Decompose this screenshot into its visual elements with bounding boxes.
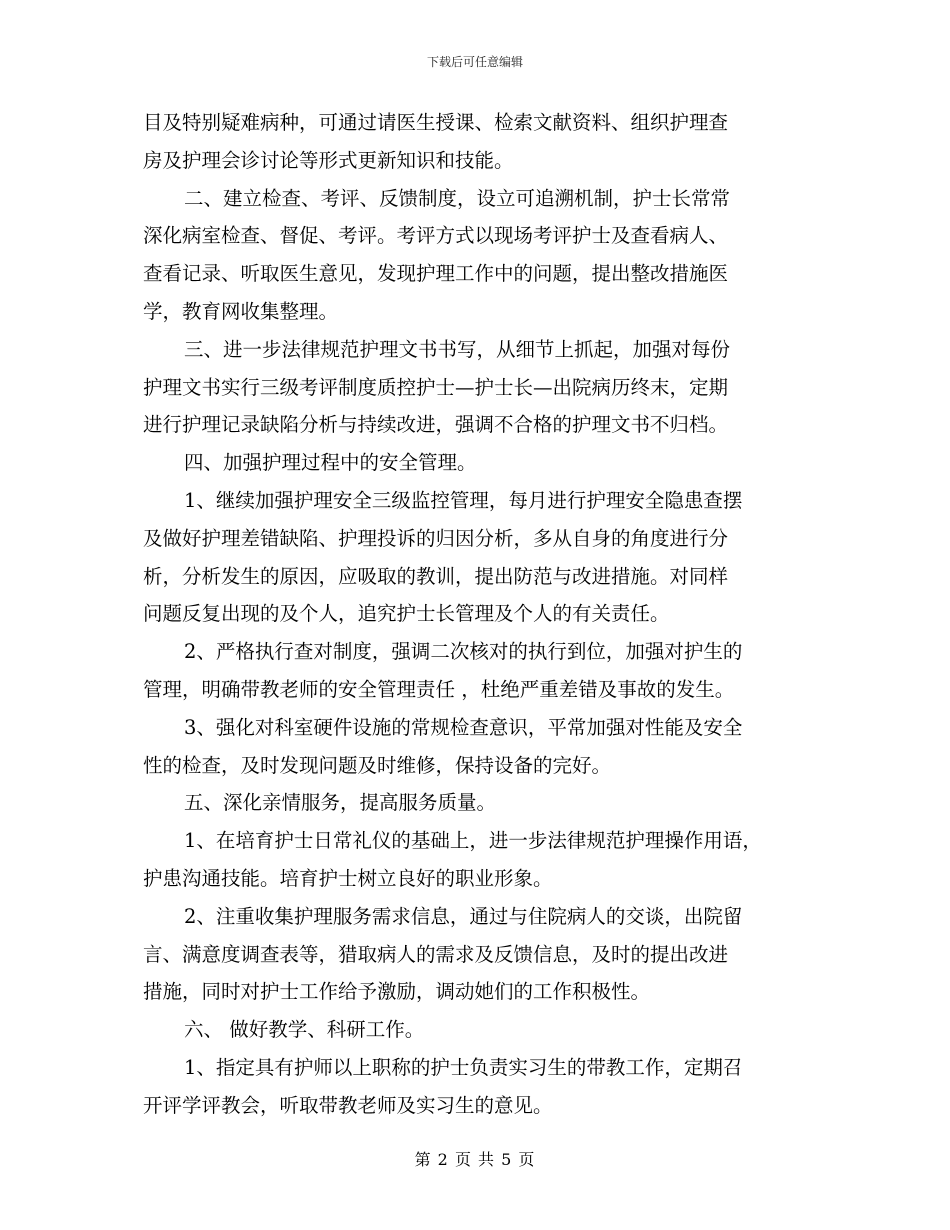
text-line: 深化病室检查、督促、考评。考评方式以现场考评护士及查看病人、 xyxy=(143,224,729,248)
page-footer: 第 2 页 共 5 页 xyxy=(414,1150,536,1169)
text-line: 目及特别疑难病种，可通过请医生授课、检索文献资料、组织护理查 xyxy=(143,111,729,134)
text-line: 1、指定具有护师以上职称的护士负责实习生的带教工作，定期召 xyxy=(184,1055,743,1079)
text-line: 二、建立检查、考评、反馈制度，设立可追溯机制，护士长常常 xyxy=(184,186,731,210)
text-line: 2、注重收集护理服务需求信息，通过与住院病人的交谈，出院留 xyxy=(184,904,743,928)
text-line: 六、 做好教学、科研工作。 xyxy=(184,1018,425,1042)
page-header: 下载后可任意编辑 xyxy=(426,55,523,69)
text-line: 问题反复出现的及个人，追究护士长管理及个人的有关责任。 xyxy=(143,602,670,626)
text-line: 房及护理会诊讨论等形式更新知识和技能。 xyxy=(143,148,514,172)
text-line: 三、进一步法律规范护理文书书写，从细节上抓起，加强对每份 xyxy=(184,337,731,361)
text-line: 析，分析发生的原因，应吸取的教训，提出防范与改进措施。对同样 xyxy=(143,564,729,588)
document-body xyxy=(143,104,811,1125)
text-line: 1、在培育护士日常礼仪的基础上，进一步法律规范护理操作用语， xyxy=(184,829,762,853)
text-line: 五、深化亲情服务，提高服务质量。 xyxy=(184,791,497,815)
text-line: 言、满意度调查表等，猎取病人的需求及反馈信息，及时的提出改进 xyxy=(143,942,729,966)
text-line: 查看记录、听取医生意见，发现护理工作中的问题，提出整改措施医 xyxy=(143,262,729,286)
text-line: 护理文书实行三级考评制度质控护士—护士长—出院病历终末，定期 xyxy=(143,375,729,399)
text-line: 管理，明确带教老师的安全管理责任 ，杜绝严重差错及事故的发生。 xyxy=(143,677,735,701)
text-line: 2、严格执行查对制度，强调二次核对的执行到位，加强对护生的 xyxy=(184,640,743,664)
text-line: 及做好护理差错缺陷、护理投诉的归因分析，多从自身的角度进行分 xyxy=(143,526,729,550)
text-line: 学，教育网收集整理。 xyxy=(143,299,339,323)
text-line: 1、继续加强护理安全三级监控管理，每月进行护理安全隐患查摆 xyxy=(184,488,743,512)
text-line: 开评学评教会，听取带教老师及实习生的意见。 xyxy=(143,1093,553,1117)
text-line: 3、强化对科室硬件设施的常规检查意识，平常加强对性能及安全 xyxy=(184,715,743,739)
text-line: 护患沟通技能。培育护士树立良好的职业形象。 xyxy=(143,866,553,890)
text-line: 四、加强护理过程中的安全管理。 xyxy=(184,451,477,475)
text-line: 措施，同时对护士工作给予激励，调动她们的工作积极性。 xyxy=(143,980,651,1004)
text-line: 进行护理记录缺陷分析与持续改进，强调不合格的护理文书不归档。 xyxy=(143,413,729,437)
text-line: 性的检查，及时发现问题及时维修，保持设备的完好。 xyxy=(143,753,612,777)
